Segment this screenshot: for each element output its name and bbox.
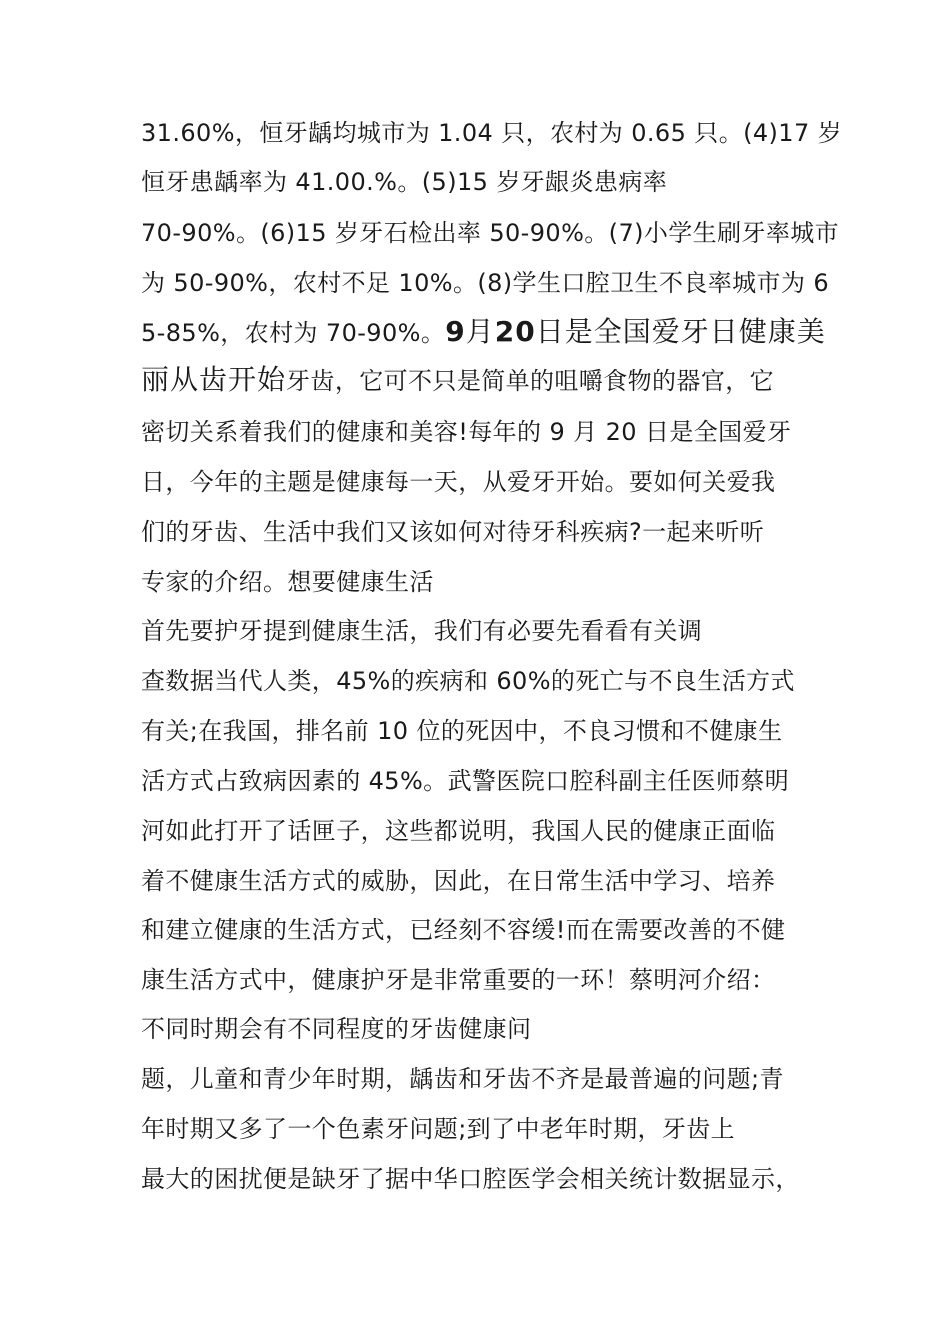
text-line-10: 专家的介绍。想要健康生活 bbox=[141, 568, 434, 596]
text-line-19: 不同时期会有不同程度的牙齿健康问 bbox=[141, 1015, 532, 1043]
text-line-21: 年时期又多了一个色素牙问题;到了中老年时期，牙齿上 bbox=[141, 1115, 736, 1143]
text-line-5-plain: 5-85%，农村为 70-90%。 bbox=[141, 319, 446, 347]
text-line-6 bbox=[141, 364, 821, 397]
heading-title-part-2: 丽从齿开始 bbox=[141, 363, 287, 396]
text-line-8: 日，今年的主题是健康每一天，从爱牙开始。要如何关爱我 bbox=[141, 468, 776, 496]
text-line-13: 有关;在我国，排名前 10 位的死因中，不良习惯和不健康生 bbox=[141, 717, 783, 745]
text-line-16: 着不健康生活方式的威胁，因此，在日常生活中学习、培养 bbox=[141, 867, 776, 895]
text-line-14: 活方式占致病因素的 45%。武警医院口腔科副主任医师蔡明 bbox=[141, 767, 790, 795]
text-line-11: 首先要护牙提到健康生活，我们有必要先看看有关调 bbox=[141, 617, 703, 645]
text-line-17: 和建立健康的生活方式，已经刻不容缓!而在需要改善的不健 bbox=[141, 916, 786, 944]
text-line-15: 河如此打开了话匣子，这些都说明，我国人民的健康正面临 bbox=[141, 817, 776, 845]
text-line-5 bbox=[141, 315, 826, 349]
text-line-9: 们的牙齿、生活中我们又该如何对待牙科疾病?一起来听听 bbox=[141, 518, 765, 546]
text-line-12: 查数据当代人类，45%的疾病和 60%的死亡与不良生活方式 bbox=[141, 667, 795, 695]
heading-day-nine: 9 bbox=[445, 315, 466, 348]
text-line-7: 密切关系着我们的健康和美容!每年的 9 月 20 日是全国爱牙 bbox=[141, 418, 792, 446]
text-line-3: 70-90%。(6)15 岁牙石检出率 50-90%。(7)小学生刷牙率城市 bbox=[141, 219, 840, 247]
heading-month: 月 bbox=[465, 315, 495, 348]
text-line-18: 康生活方式中，健康护牙是非常重要的一环！蔡明河介绍： bbox=[141, 966, 776, 994]
text-line-2: 恒牙患龋率为 41.00.%。(5)15 岁牙龈炎患病率 bbox=[141, 168, 668, 196]
text-line-22: 最大的困扰便是缺牙了据中华口腔医学会相关统计数据显示， bbox=[141, 1165, 800, 1193]
text-line-20: 题，儿童和青少年时期，龋齿和牙齿不齐是最普遍的问题;青 bbox=[141, 1065, 784, 1093]
text-line-4: 为 50-90%，农村不足 10%。(8)学生口腔卫生不良率城市为 6 bbox=[141, 269, 830, 297]
text-line-1: 31.60%，恒牙龋均城市为 1.04 只，农村为 0.65 只。(4)17 岁 bbox=[141, 119, 843, 147]
heading-day-twenty: 20 bbox=[494, 315, 536, 348]
heading-title-part-1: 日是全国爱牙日健康美 bbox=[535, 315, 826, 348]
text-line-6-plain: 牙齿，它可不只是简单的咀嚼食物的器官，它 bbox=[286, 367, 775, 395]
